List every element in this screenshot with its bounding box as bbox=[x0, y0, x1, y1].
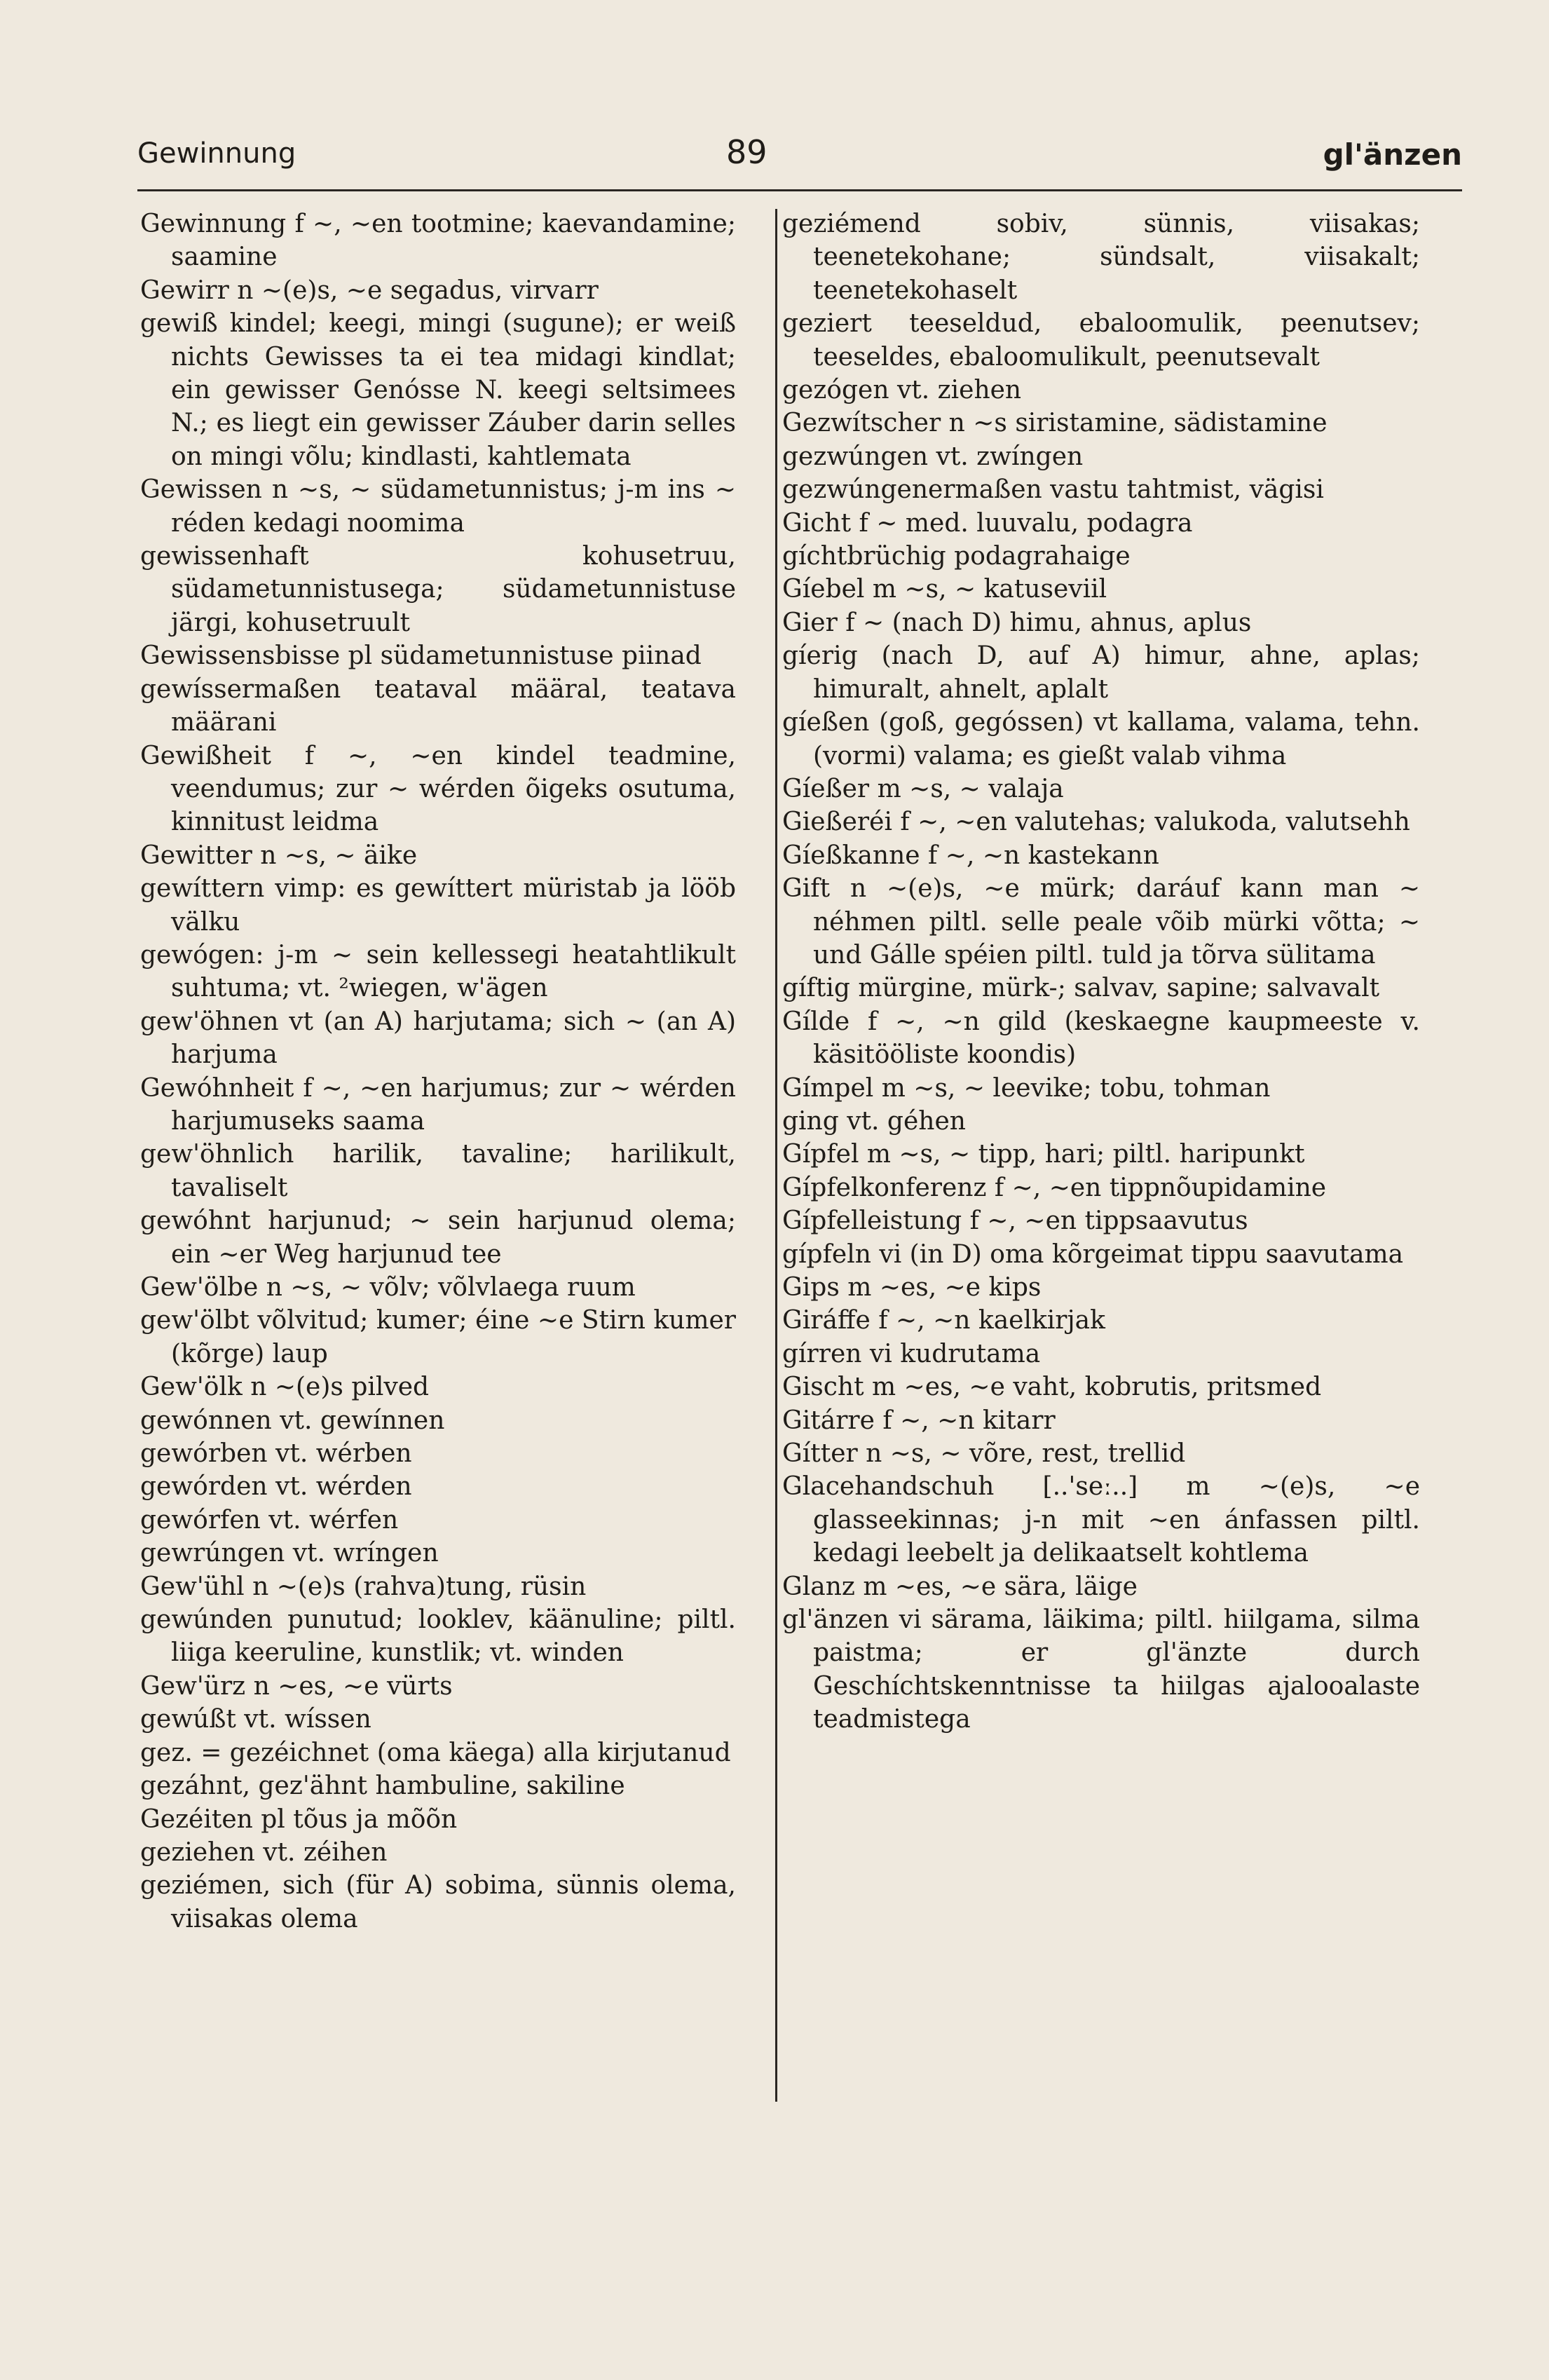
dictionary-entry: Gicht f ~ med. luuvalu, podagra bbox=[782, 508, 1193, 538]
dictionary-entry: Gew'ölk n ~(e)s pilved bbox=[140, 1373, 430, 1402]
dictionary-entry: Gier f ~ (nach D) himu, ahnus, aplus bbox=[782, 608, 1252, 637]
dictionary-entry: gl'änzen vi särama, läikima; piltl. hiilgama, silma paistma; er gl'änzte durch Geschíchtskenntnisse ta hiilgas ajalooalaste teadmistega bbox=[782, 1605, 1420, 1734]
dictionary-entry: Gíeßkanne f ~, ~n kastekann bbox=[782, 841, 1159, 870]
dictionary-entry: gewónnen vt. gewínnen bbox=[140, 1406, 445, 1435]
dictionary-entry: gew'öhnen vt (an A) harjutama; sich ~ (an A) harjuma bbox=[140, 1007, 736, 1070]
dictionary-entry: gírren vi kudrutama bbox=[782, 1339, 1041, 1368]
right-column bbox=[782, 208, 1420, 2114]
dictionary-entry: gew'ölbt võlvitud; kumer; éine ~e Stirn kumer (kõrge) laup bbox=[140, 1306, 736, 1368]
dictionary-entry: gezwúngenermaßen vastu tahtmist, vägisi bbox=[782, 475, 1324, 505]
dictionary-entry: Gewitter n ~s, ~ äike bbox=[140, 841, 418, 870]
dictionary-entry: gewissenhaft kohusetruu, südametunnistusega; südametunnistuse järgi, kohusetruult bbox=[140, 542, 736, 637]
header-right-guide-word: gl'änzen bbox=[1323, 137, 1462, 172]
dictionary-entry: gewiß kindel; keegi, mingi (sugune); er weiß nichts Gewisses ta ei tea midagi kindlat; ein gewisser Genósse N. keegi seltsimees N.; es liegt ein gewisser Záuber darin selles on mingi võlu; kindlasti, kahtlemata bbox=[140, 309, 736, 471]
dictionary-entry: gezwúngen vt. zwíngen bbox=[782, 442, 1084, 471]
dictionary-entry: gewórben vt. wérben bbox=[140, 1439, 412, 1469]
dictionary-entry: Gitárre f ~, ~n kitarr bbox=[782, 1406, 1056, 1435]
dictionary-entry: gez. = gezéichnet (oma käega) alla kirjutanud bbox=[140, 1738, 731, 1767]
dictionary-entry: Gewissen n ~s, ~ südametunnistus; j-m ins ~ réden kedagi noomima bbox=[140, 475, 736, 538]
dictionary-entry: Gips m ~es, ~e kips bbox=[782, 1273, 1042, 1302]
dictionary-entry: gípfeln vi (in D) oma kõrgeimat tippu saavutama bbox=[782, 1239, 1404, 1269]
dictionary-entry: Gischt m ~es, ~e vaht, kobrutis, pritsmed bbox=[782, 1373, 1322, 1402]
running-header bbox=[137, 125, 1462, 181]
dictionary-entry: Gewinnung f ~, ~en tootmine; kaevandamine; saamine bbox=[140, 210, 736, 272]
dictionary-entry: Gíeßer m ~s, ~ valaja bbox=[782, 774, 1064, 803]
dictionary-entry: gewúnden punutud; looklev, käänuline; piltl. liiga keeruline, kunstlik; vt. winden bbox=[140, 1605, 736, 1668]
dictionary-entry: gewíttern vimp: es gewíttert müristab ja lööb välku bbox=[140, 874, 736, 937]
dictionary-entry: Giráffe f ~, ~n kaelkirjak bbox=[782, 1306, 1105, 1335]
dictionary-entry: Gezéiten pl tõus ja mõõn bbox=[140, 1804, 458, 1834]
dictionary-entry: Gewirr n ~(e)s, ~e segadus, virvarr bbox=[140, 276, 599, 305]
dictionary-entry: Gießeréi f ~, ~en valutehas; valukoda, valutsehh bbox=[782, 808, 1410, 837]
column-divider bbox=[775, 209, 777, 2102]
dictionary-entry: Gift n ~(e)s, ~e mürk; daráuf kann man ~ néhmen piltl. selle peale võib mürki võtta; ~ und Gálle spéien piltl. tuld ja tõrva sülitama bbox=[782, 874, 1420, 970]
dictionary-entry: Gíebel m ~s, ~ katuseviil bbox=[782, 575, 1107, 604]
dictionary-entry: gíeßen (goß, gegóssen) vt kallama, valama, tehn. (vormi) valama; es gießt valab vihma bbox=[782, 708, 1420, 770]
dictionary-entry: Gílde f ~, ~n gild (keskaegne kaupmeeste v. käsitööliste koondis) bbox=[782, 1007, 1420, 1070]
dictionary-entry: gewrúngen vt. wríngen bbox=[140, 1539, 439, 1568]
dictionary-entry: gewúßt vt. wíssen bbox=[140, 1705, 371, 1734]
dictionary-entry: geziémen, sich (für A) sobima, sünnis olema, viisakas olema bbox=[140, 1871, 736, 1933]
dictionary-entry: Gewißheit f ~, ~en kindel teadmine, veendumus; zur ~ wérden õigeks osutuma, kinnitust leidma bbox=[140, 741, 736, 837]
dictionary-entry: Gípfelleistung f ~, ~en tippsaavutus bbox=[782, 1206, 1248, 1236]
dictionary-entry: gew'öhnlich harilik, tavaline; harilikult, tavaliselt bbox=[140, 1140, 736, 1202]
dictionary-entry: Gítter n ~s, ~ võre, rest, trellid bbox=[782, 1439, 1186, 1469]
page-number: 89 bbox=[726, 133, 767, 171]
dictionary-entry: geziehen vt. zéihen bbox=[140, 1837, 388, 1867]
dictionary-entry: Gípfel m ~s, ~ tipp, hari; piltl. haripunkt bbox=[782, 1140, 1305, 1169]
dictionary-entry: gezáhnt, gez'ähnt hambuline, sakiline bbox=[140, 1772, 625, 1801]
dictionary-entry: ging vt. géhen bbox=[782, 1106, 966, 1136]
dictionary-entry: Glacehandschuh [..'seː..] m ~(e)s, ~e glasseekinnas; j-n mit ~en ánfassen piltl. kedagi leebelt ja delikaatselt kohtlema bbox=[782, 1472, 1420, 1568]
left-column bbox=[140, 208, 736, 2114]
dictionary-entry: Gezwítscher n ~s siristamine, sädistamine bbox=[782, 409, 1328, 438]
dictionary-entry: Glanz m ~es, ~e sära, läige bbox=[782, 1572, 1138, 1601]
header-left-guide-word: Gewinnung bbox=[137, 137, 296, 170]
dictionary-entry: gewóhnt harjunud; ~ sein harjunud olema; ein ~er Weg harjunud tee bbox=[140, 1206, 736, 1269]
dictionary-entry: Gewóhnheit f ~, ~en harjumus; zur ~ wérden harjumuseks saama bbox=[140, 1073, 736, 1136]
dictionary-entry: gewórden vt. wérden bbox=[140, 1472, 412, 1502]
dictionary-entry: Gew'ürz n ~es, ~e vürts bbox=[140, 1671, 453, 1701]
header-rule bbox=[137, 189, 1462, 191]
dictionary-entry: Gípfelkonferenz f ~, ~en tippnõupidamine bbox=[782, 1173, 1327, 1202]
dictionary-entry: Gímpel m ~s, ~ leevike; tobu, tohman bbox=[782, 1073, 1271, 1103]
dictionary-entry: gewíssermaßen teataval määral, teatava määrani bbox=[140, 674, 736, 737]
dictionary-entry: gíftig mürgine, mürk-; salvav, sapine; salvavalt bbox=[782, 974, 1380, 1003]
dictionary-entry: gíchtbrüchig podagrahaige bbox=[782, 542, 1131, 571]
dictionary-entry: Gew'ölbe n ~s, ~ võlv; võlvlaega ruum bbox=[140, 1273, 636, 1302]
dictionary-entry: Gewissensbisse pl südametunnistuse piinad bbox=[140, 641, 702, 671]
dictionary-entry: geziert teeseldud, ebaloomulik, peenutsev; teeseldes, ebaloomulikult, peenutsevalt bbox=[782, 309, 1420, 372]
dictionary-entry: gíerig (nach D, auf A) himur, ahne, aplas; himuralt, ahnelt, aplalt bbox=[782, 641, 1420, 704]
dictionary-entry: gezógen vt. ziehen bbox=[782, 376, 1022, 405]
dictionary-entry: geziémend sobiv, sünnis, viisakas; teenetekohane; sündsalt, viisakalt; teenetekohaselt bbox=[782, 210, 1420, 305]
dictionary-entry: gewógen: j-m ~ sein kellessegi heatahtlikult suhtuma; vt. ²wiegen, w'ägen bbox=[140, 940, 736, 1003]
dictionary-entry: Gew'ühl n ~(e)s (rahva)tung, rüsin bbox=[140, 1572, 587, 1601]
dictionary-entry: gewórfen vt. wérfen bbox=[140, 1505, 399, 1535]
